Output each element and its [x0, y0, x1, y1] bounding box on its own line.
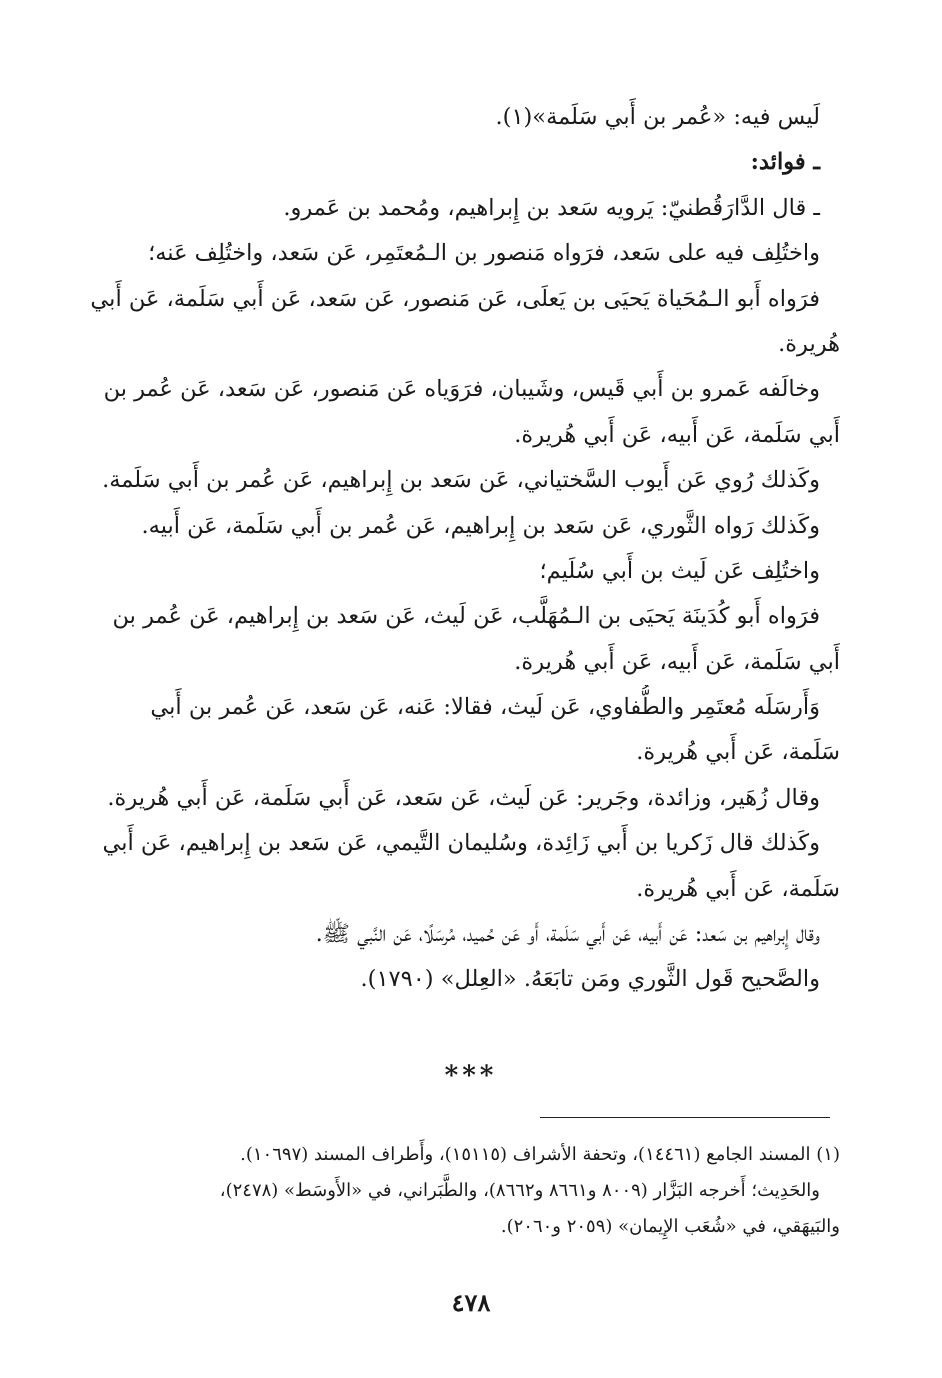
text-line: أَبي سَلَمة، عَن أَبيه، عَن أَبي هُريرة. — [514, 421, 840, 448]
footnote-line: (١) المسند الجامع (١٤٤٦١)، وتحفة الأشراف (١٥١١٥)، وأَطراف المسند (١٠٦٩٧). — [240, 1144, 840, 1165]
text-line: سَلَمة، عَن أَبي هُريرة. — [636, 875, 840, 902]
text-line: لَيس فيه: «عُمر بن أَبي سَلَمة»(١). — [495, 104, 820, 130]
section-heading: ـ فوائد: — [750, 149, 820, 176]
text-line: سَلَمة، عَن أَبي هُريرة. — [636, 739, 840, 766]
text-line: ـ قال الدَّارَقُطنيّ: يَرويه سَعد بن إِبراهيم، ومُحمد بن عَمرو. — [283, 194, 820, 221]
footnote-line: والحَدِيث؛ أَخرجه البَزَّار (٨٠٠٩ و٨٦٦١ و٨٦٦٢)، والطَّبَراني، في «الأَوسَط» (٢٤٧٨)، — [219, 1180, 820, 1201]
text-line: هُريرة. — [778, 330, 840, 357]
main-text — [88, 95, 840, 1003]
text-line: وكَذلك رَواه الثَّوري، عَن سَعد بن إِبراهيم، عَن عُمر بن أَبي سَلَمة، عَن أَبيه. — [141, 512, 820, 539]
text-line: وخالَفه عَمرو بن أَبي قَيس، وشَيبان، فرَوَياه عَن مَنصور، عَن سَعد، عَن عُمر بن — [103, 376, 820, 403]
text-line: وقال زُهَير، وزائدة، وجَرير: عَن لَيث، عَن سَعد، عَن أَبي سَلَمة، عَن أَبي هُريرة. — [107, 784, 820, 811]
text-line: فرَواه أَبو كُدَينَة يَحيَى بن الـمُهَلَّب، عَن لَيث، عَن سَعد بن إِبراهيم، عَن عُمر بن — [112, 603, 820, 630]
footnote-rule — [540, 1117, 830, 1118]
footnotes — [88, 1137, 840, 1245]
text-line: وَأَرسَلَه مُعتَمِر والطُّفاوي، عَن لَيث، فقالا: عَنه، عَن سَعد، عَن عُمر بن أَبي — [150, 694, 820, 721]
page-number: ٤٧٨ — [451, 1288, 491, 1317]
footnote-line: والبَيهَقي، في «شُعَب الإِيمان» (٢٠٥٩ و٢٠٦٠). — [500, 1216, 840, 1237]
text-line: وقال إِبراهيم بن سَعد: عَن أَبيه، عَن أَبي سَلَمة، أَو عَن حُميد، مُرسَلًا، عَن النَّبي ﷺ. — [315, 921, 820, 948]
text-line: وكَذلك رُوي عَن أَيوب السَّختياني، عَن سَعد بن إِبراهيم، عَن عُمر بن أَبي سَلَمة. — [102, 467, 820, 494]
section-separator: *** — [444, 1061, 498, 1091]
text-line: واختُلِف فيه على سَعد، فرَواه مَنصور بن الـمُعتَمِر، عَن سَعد، واختُلِف عَنه؛ — [148, 240, 820, 267]
text-line: وكَذلك قال زَكريا بن أَبي زَائِدة، وسُليمان التَّيمي، عَن سَعد بن إِبراهيم، عَن أَبي — [102, 830, 820, 857]
text-line: فرَواه أَبو الـمُحَياة يَحيَى بن يَعلَى، عَن مَنصور، عَن سَعد، عَن أَبي سَلَمة، عَن أَبي — [90, 285, 820, 312]
text-line: والصَّحيح قَول الثَّوري ومَن تابَعَهُ. «العِلل» (١٧٩٠). — [360, 966, 820, 993]
text-line: أَبي سَلَمة، عَن أَبيه، عَن أَبي هُريرة. — [514, 648, 840, 675]
text-line: واختُلِف عَن لَيث بن أَبي سُلَيم؛ — [539, 557, 820, 584]
